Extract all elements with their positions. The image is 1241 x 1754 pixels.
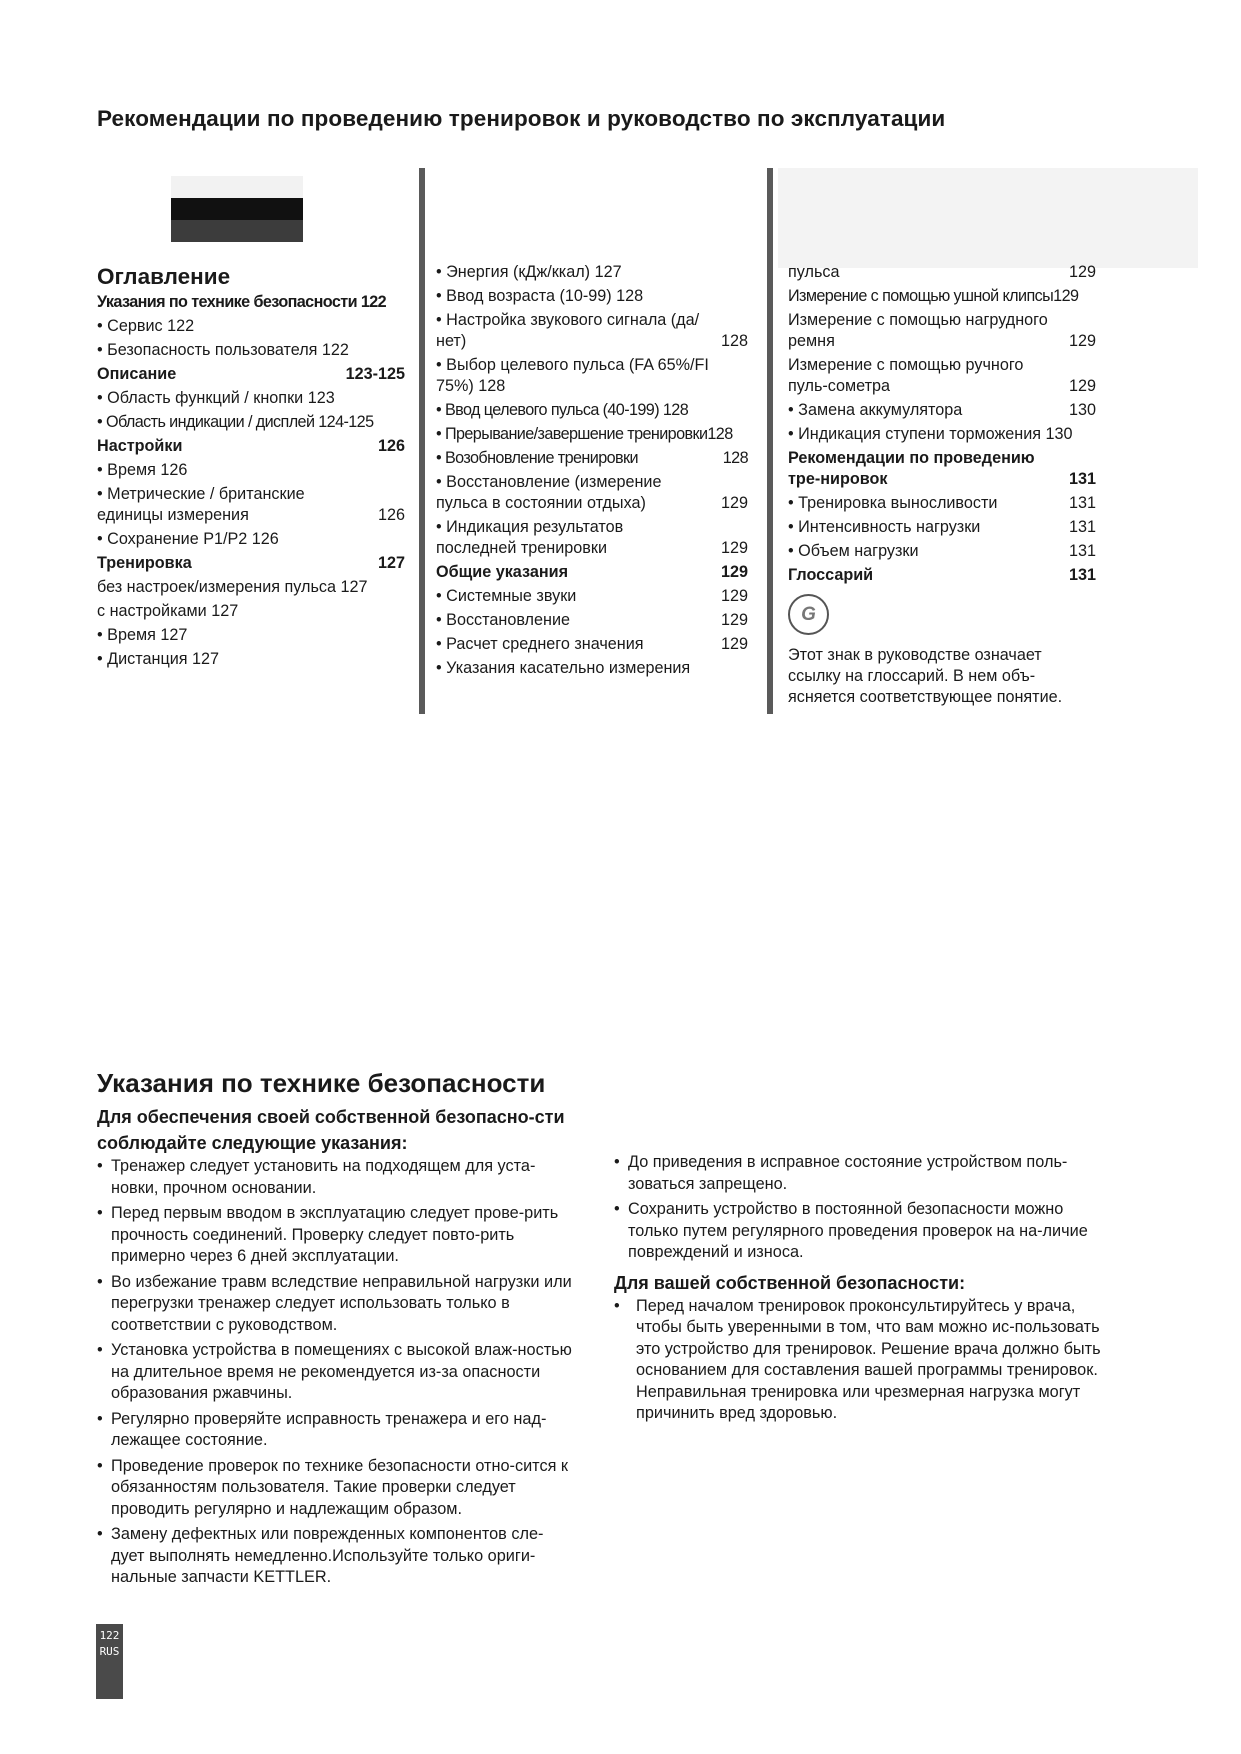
toc-entry xyxy=(97,553,405,574)
toc-entry-text: • Дистанция 127 xyxy=(97,650,220,668)
safety-right-column xyxy=(614,1152,1114,1429)
toc-entry-text: • Указания касательно измерения xyxy=(436,659,691,677)
toc-entry-page: 131 xyxy=(1068,566,1096,584)
column-divider xyxy=(419,168,425,714)
page-title: Рекомендации по проведению тренировок и руководство по эксплуатации xyxy=(97,106,946,131)
safety-item xyxy=(97,1524,575,1589)
toc-entry-text: • Расчет среднего значения xyxy=(436,635,644,653)
bullet-icon: • xyxy=(614,1153,620,1171)
toc-list xyxy=(788,262,1096,586)
toc-entry xyxy=(436,517,748,559)
toc-entry xyxy=(788,541,1096,562)
safety-list xyxy=(614,1296,1114,1425)
toc-entry xyxy=(436,634,748,655)
bullet-icon: • xyxy=(97,1525,103,1543)
toc-entry-text: с настройками 127 xyxy=(97,602,239,620)
toc-entry xyxy=(788,310,1096,352)
toc-entry xyxy=(97,340,405,361)
toc-entry xyxy=(436,586,748,607)
toc-entry-text: • Возобновление тренировки xyxy=(436,449,638,467)
toc-entry-text: • Интенсивность нагрузки xyxy=(788,518,981,536)
toc-entry-page: 131 xyxy=(1068,494,1096,512)
safety-item-text: Регулярно проверяйте исправность тренажера и его над-лежащее состояние. xyxy=(111,1409,547,1449)
safety-item-text: Сохранить устройство в постоянной безопасности можно только путем регулярного проведения проверок на на-личие повреждений и износа. xyxy=(628,1200,1088,1261)
toc-entry xyxy=(436,262,748,283)
toc-entry-text: • Сохранение P1/P2 126 xyxy=(97,530,279,548)
safety-item-text: Замену дефектных или поврежденных компонентов сле-дует выполнять немедленно.Используйте только ориги-нальные запчасти KETTLER. xyxy=(111,1525,544,1586)
toc-entry-page: 123-125 xyxy=(345,365,405,383)
language-flag-icon xyxy=(171,176,303,242)
toc-entry-page: 129 xyxy=(720,611,748,629)
toc-entry-text: • Энергия (кДж/ккал) 127 xyxy=(436,263,622,281)
toc-entry xyxy=(97,484,405,526)
toc-entry-page: 129 xyxy=(1068,332,1096,350)
toc-entry-text: • Объем нагрузки xyxy=(788,542,919,560)
toc-entry xyxy=(788,424,1096,445)
toc-entry xyxy=(97,364,405,385)
bullet-icon: • xyxy=(97,1409,103,1428)
toc-entry xyxy=(97,625,405,646)
bullet-icon: • xyxy=(614,1296,620,1315)
safety-item xyxy=(614,1199,1114,1264)
bullet-icon: • xyxy=(614,1200,620,1218)
safety-subtitle: Для обеспечения своей собственной безопасно-сти соблюдайте следующие указания: xyxy=(97,1107,565,1153)
toc-entry-text: • Замена аккумулятора xyxy=(788,401,963,419)
safety-item xyxy=(97,1340,575,1405)
toc-entry-text: Описание xyxy=(97,365,177,383)
toc-entry xyxy=(97,436,405,457)
toc-entry-page: 126 xyxy=(377,437,405,455)
toc-entry-text: • Настройка звукового сигнала (да/нет) xyxy=(436,311,700,350)
toc-entry xyxy=(788,493,1096,514)
toc-entry-text: • Безопасность пользователя 122 xyxy=(97,341,349,359)
toc-entry xyxy=(436,472,748,514)
safety-item-text: Во избежание травм вследствие неправильной нагрузки или перегрузки тренажер следует использовать только в соответствии с руководством. xyxy=(111,1272,572,1334)
toc-entry xyxy=(97,412,405,433)
toc-column-2 xyxy=(436,262,748,682)
toc-entry xyxy=(788,517,1096,538)
toc-entry-page: 129 xyxy=(720,539,748,557)
toc-entry xyxy=(97,577,405,598)
toc-entry-page: 129 xyxy=(720,587,748,605)
safety-list xyxy=(614,1152,1114,1264)
page-number-tab xyxy=(96,1624,123,1699)
toc-entry-text: Измерение с помощью нагрудного ремня xyxy=(788,311,1048,350)
background-patch xyxy=(778,168,1198,268)
toc-entry xyxy=(97,649,405,670)
safety-subtitle-2: Для вашей собственной безопасности: xyxy=(614,1272,966,1293)
safety-item-text: Проведение проверок по технике безопасности отно-сится к обязанностям пользователя. Такие проверки следует проводить регулярно и надлежащим образом. xyxy=(111,1456,569,1518)
safety-item xyxy=(614,1296,1114,1425)
toc-entry xyxy=(788,565,1096,586)
safety-item-text: Тренажер следует установить на подходящем для уста-новки, прочном основании. xyxy=(111,1157,536,1197)
toc-entry xyxy=(436,562,748,583)
page-number: 122 xyxy=(99,1629,120,1642)
safety-item xyxy=(97,1203,575,1268)
bullet-icon: • xyxy=(97,1341,103,1359)
toc-entry-text: • Время 127 xyxy=(97,626,188,644)
toc-entry xyxy=(97,316,405,337)
toc-entry-text: • Восстановление (измерение пульса в состоянии отдыха) xyxy=(436,473,662,512)
toc-entry-page: 131 xyxy=(1068,518,1096,536)
toc-entry xyxy=(788,286,1096,307)
toc-entry xyxy=(436,610,748,631)
toc-entry-text: Тренировка xyxy=(97,554,192,572)
toc-title: Оглавление xyxy=(97,264,231,289)
toc-entry-text: • Ввод возраста (10-99) 128 xyxy=(436,287,644,305)
toc-entry-text: • Индикация ступени торможения 130 xyxy=(788,425,1073,443)
toc-column-1 xyxy=(97,262,405,673)
toc-entry xyxy=(97,388,405,409)
toc-entry-text: • Время 126 xyxy=(97,461,188,479)
safety-item-text: Установка устройства в помещениях с высокой влаж-ностью на длительное время не рекомендуется из-за опасности образования ржавчины. xyxy=(111,1341,572,1402)
bullet-icon: • xyxy=(97,1272,103,1291)
safety-item xyxy=(97,1156,575,1199)
safety-left-column xyxy=(97,1104,575,1593)
toc-entry-page: 130 xyxy=(1068,401,1096,419)
safety-item xyxy=(97,1272,575,1337)
toc-entry xyxy=(436,355,748,397)
toc-entry xyxy=(436,424,748,445)
toc-entry-text: Измерение с помощью ушной клипсы129 xyxy=(788,287,1079,305)
safety-item-text: Перед первым вводом в эксплуатацию следует прове-рить прочность соединений. Проверку следует повто-рить примерно через 6 дней эксплуатации. xyxy=(111,1204,559,1265)
toc-column-3 xyxy=(788,262,1096,708)
toc-entry-text: • Восстановление xyxy=(436,611,570,629)
toc-entry xyxy=(436,400,748,421)
glossary-g-icon xyxy=(788,594,829,635)
toc-entry-text: Настройки xyxy=(97,437,183,455)
toc-entry-text: Рекомендации по проведению тре-нировок xyxy=(788,449,1035,488)
toc-entry xyxy=(788,355,1096,397)
toc-entry-text: • Сервис 122 xyxy=(97,317,195,335)
safety-list xyxy=(97,1156,575,1589)
toc-entry xyxy=(97,292,405,313)
toc-entry-text: Указания по технике безопасности 122 xyxy=(97,293,387,311)
toc-entry xyxy=(97,601,405,622)
toc-entry-page: 129 xyxy=(720,635,748,653)
toc-entry-text: Общие указания xyxy=(436,563,569,581)
toc-entry xyxy=(788,400,1096,421)
safety-item xyxy=(97,1409,575,1452)
toc-entry-page: 129 xyxy=(720,494,748,512)
toc-entry xyxy=(97,529,405,550)
toc-entry xyxy=(788,448,1096,490)
toc-entry-text: • Прерывание/завершение тренировки128 xyxy=(436,425,733,443)
toc-entry-page: 129 xyxy=(1068,377,1096,395)
toc-entry-text: • Индикация результатов последней тренировки xyxy=(436,518,624,557)
toc-entry-page: 131 xyxy=(1068,470,1096,488)
toc-entry-text: • Выбор целевого пульса (FA 65%/FI 75%) 128 xyxy=(436,356,709,395)
safety-section-title: Указания по технике безопасности xyxy=(97,1068,546,1098)
language-code: RUS xyxy=(99,1645,120,1658)
glossary-icon-letter: G xyxy=(801,604,816,625)
toc-entry xyxy=(788,262,1096,283)
toc-entry xyxy=(436,310,748,352)
bullet-icon: • xyxy=(97,1204,103,1222)
toc-entry-text: • Область функций / кнопки 123 xyxy=(97,389,335,407)
safety-item xyxy=(97,1456,575,1521)
toc-list xyxy=(97,292,405,670)
safety-item-text: До приведения в исправное состояние устройством поль-зоваться запрещено. xyxy=(628,1153,1068,1193)
toc-entry xyxy=(436,286,748,307)
toc-entry-text: • Ввод целевого пульса (40-199) 128 xyxy=(436,401,689,419)
toc-entry-text: Глоссарий xyxy=(788,566,874,584)
toc-entry-page: 128 xyxy=(722,449,748,467)
toc-entry-page: 128 xyxy=(720,332,748,350)
toc-entry-text: пульса xyxy=(788,263,840,281)
toc-entry xyxy=(436,448,748,469)
safety-item-text: Перед началом тренировок проконсультируйтесь у врача, чтобы быть уверенными в том, что вам можно ис-пользовать это устройство для тренировок. Решение врача должно быть основанием для составления вашей программы тренировок. Неправильная тренировка или чрезмерная нагрузка могут причинить вред здоровью. xyxy=(636,1296,1101,1422)
toc-entry xyxy=(436,658,748,679)
column-divider xyxy=(767,168,773,714)
bullet-icon: • xyxy=(97,1456,103,1475)
toc-entry-text: • Тренировка выносливости xyxy=(788,494,998,512)
toc-entry-text: Измерение с помощью ручного пуль-сометра xyxy=(788,356,1024,395)
glossary-note: Этот знак в руководстве означает ссылку на глоссарий. В нем объ-ясняется соответствующее понятие. xyxy=(788,646,1063,706)
toc-list xyxy=(436,262,748,679)
toc-entry-page: 127 xyxy=(377,554,405,572)
bullet-icon: • xyxy=(97,1157,103,1175)
toc-entry-text: • Метрические / британские единицы измерения xyxy=(97,485,305,524)
toc-entry-page: 131 xyxy=(1068,542,1096,560)
toc-entry-page: 126 xyxy=(377,506,405,524)
toc-entry-text: • Область индикации / дисплей 124-125 xyxy=(97,413,374,431)
toc-entry-text: • Системные звуки xyxy=(436,587,577,605)
toc-entry xyxy=(97,460,405,481)
toc-entry-page: 129 xyxy=(720,563,748,581)
toc-entry-text: без настроек/измерения пульса 127 xyxy=(97,578,368,596)
safety-item xyxy=(614,1152,1114,1195)
toc-entry-page: 129 xyxy=(1068,263,1096,281)
